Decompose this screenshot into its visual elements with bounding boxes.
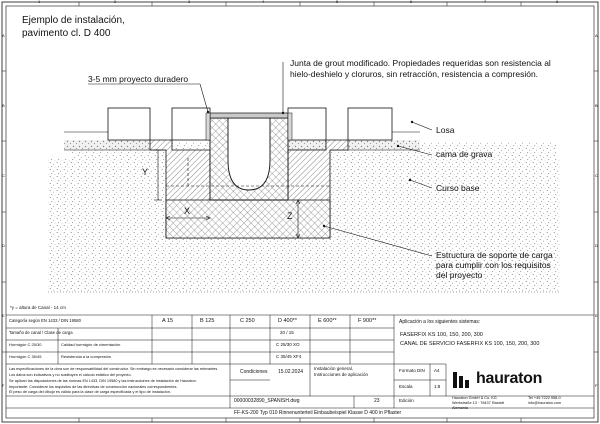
note-4: Importante: Considerar los requisitos de las directivas de construcción nacionales correspondientes. xyxy=(9,385,178,389)
annotation-grout-line2: hielo-deshielo y cloruros, sin retracción, resistencia a compresión. xyxy=(290,69,539,79)
classes-header: Categoría según EN 1433 / DIN 19580 xyxy=(9,318,81,323)
scale-label: Escala xyxy=(399,384,413,389)
left-row-2: Hormigón C 35/45 xyxy=(9,354,42,359)
c-value-1: C 25/30 XO xyxy=(276,342,300,347)
company-name: hauraton xyxy=(476,370,543,387)
d400-value: 20 / 15 xyxy=(280,330,294,335)
grid-row-b-right: B xyxy=(595,103,598,108)
conditions-date: 15.02.2024 xyxy=(278,369,304,375)
gravel-bed-right xyxy=(288,140,420,150)
class-a15: A 15 xyxy=(162,318,174,324)
grid-row-f-right: F xyxy=(595,383,598,388)
company-phone: Tel +49 7222 958-0 xyxy=(528,396,561,400)
dimension-y-label: Y xyxy=(142,167,149,177)
class-d400: D 400** xyxy=(278,318,297,324)
annotation-soporte-line3: del proyecto xyxy=(436,270,483,280)
doc-number: 00000032890_SPANISH.dwg xyxy=(234,398,300,404)
grid-col-8: 8 xyxy=(556,0,559,4)
grid-col-1: 1 xyxy=(38,0,41,4)
grout-joint-right xyxy=(288,113,292,140)
drawing-title xyxy=(22,16,125,39)
company-address3: Alemania xyxy=(452,406,468,410)
concrete-foundation xyxy=(166,200,330,238)
grid-col-3: 3 xyxy=(188,0,191,4)
mid-row-2: Resistencia a la compresión xyxy=(61,354,112,359)
format-value: A4 xyxy=(434,368,440,373)
hauraton-logo-icon xyxy=(452,370,472,390)
grid-row-a: A xyxy=(2,33,5,38)
drawing-title-line1: Ejemplo de instalación, xyxy=(22,15,125,26)
class-c250: C 250 xyxy=(240,318,255,324)
fit-line2: CANAL DE SERVICIO FASERFIX KS 100, 150, 200, 300 xyxy=(400,341,540,347)
dimension-z-label: Z xyxy=(287,211,293,221)
doc-page: 23 xyxy=(374,398,380,404)
grid-row-c: C xyxy=(2,173,5,178)
note-5: El peso de carga del dibujo es válido para la clase de carga especificada y el tipo de instalación. xyxy=(9,390,171,394)
class-f900: F 900** xyxy=(358,318,377,324)
channel-grating xyxy=(210,113,288,118)
grid-row-e: E xyxy=(2,313,5,318)
company-web: info@hauraton.com xyxy=(528,401,562,405)
drawing-title-line2: pavimento cl. D 400 xyxy=(22,28,111,39)
annotation-grout-line1: Junta de grout modificado. Propiedades requeridas son resistencia al xyxy=(290,58,551,68)
footnote: *y = altura de Canal - 14 cm xyxy=(10,305,66,310)
grid-row-d-right: D xyxy=(595,243,598,248)
grid-col-4: 4 xyxy=(262,0,265,4)
company-address2: Werkstraße 13 · 76437 Rastatt xyxy=(452,401,504,405)
company-logo xyxy=(452,369,592,391)
annotation-soporte-line2: para cumplir con los requisitos xyxy=(436,260,551,270)
edition-label: Edición xyxy=(399,398,414,403)
grid-row-d: D xyxy=(2,243,5,248)
conditions-label: Condiciones xyxy=(240,369,268,375)
class-b125: B 125 xyxy=(200,318,215,324)
annotation-soporte-line1: Estructura de soporte de carga xyxy=(436,250,553,260)
company-address1: Hauraton GmbH & Co. KG xyxy=(452,396,497,400)
drawing-caption: FF-KS-200 Typ 010 Rinnenunterteil Einbaubeispiel Klasse D 400 in Pflaster xyxy=(234,410,402,416)
annotation-losa: Losa xyxy=(436,125,455,135)
grid-col-7: 7 xyxy=(484,0,487,4)
annotation-base: Curso base xyxy=(436,183,480,193)
dimension-x-label: X xyxy=(184,206,191,216)
grid-col-2: 2 xyxy=(114,0,117,4)
grid-col-6: 6 xyxy=(410,0,413,4)
class-e600: E 600** xyxy=(318,318,337,324)
note-2: Los datos son indicativos y no sustituyen el cálculo estático del proyecto. xyxy=(9,373,132,377)
mid-row-1: Calidad hormigón de cimentación xyxy=(61,342,121,347)
c-value-2: C 35/45 XF4 xyxy=(276,354,302,359)
install-line2: Instrucciones de aplicación xyxy=(314,372,369,377)
note-3: Se aplican las disposiciones de las normas EN 1433, DIN 19580 y las instrucciones de instalación de Hauraton. xyxy=(9,379,197,383)
annotation-mortar: 3-5 mm proyecto duradero xyxy=(88,74,189,84)
scale-value: 1:8 xyxy=(434,384,441,389)
fit-line1: FASERFIX KS 100, 150, 200, 300 xyxy=(400,332,483,338)
row2-label: Tamaño de canal / Clase de carga xyxy=(9,330,73,335)
grid-row-b: B xyxy=(2,103,5,108)
grout-joint-left xyxy=(206,113,210,140)
grid-col-5: 5 xyxy=(336,0,339,4)
format-label: Formato DIN xyxy=(399,368,425,373)
grid-row-e-right: E xyxy=(595,313,598,318)
grid-row-f: F xyxy=(2,383,5,388)
grid-row-c-right: C xyxy=(595,173,598,178)
channel-invert xyxy=(228,118,270,190)
install-line1: Instalación general, xyxy=(314,366,354,371)
grid-row-a-right: A xyxy=(595,33,598,38)
annotation-grava: cama de grava xyxy=(436,149,493,159)
left-row-1: Hormigón C 25/30 xyxy=(9,342,42,347)
fit-label: Aplicación a los siguientes sistemas: xyxy=(399,319,481,325)
note-1: Las especificaciones de la obra son de responsabilidad del constructor. Sin embargo es necesario considerar las relevantes xyxy=(9,367,218,371)
